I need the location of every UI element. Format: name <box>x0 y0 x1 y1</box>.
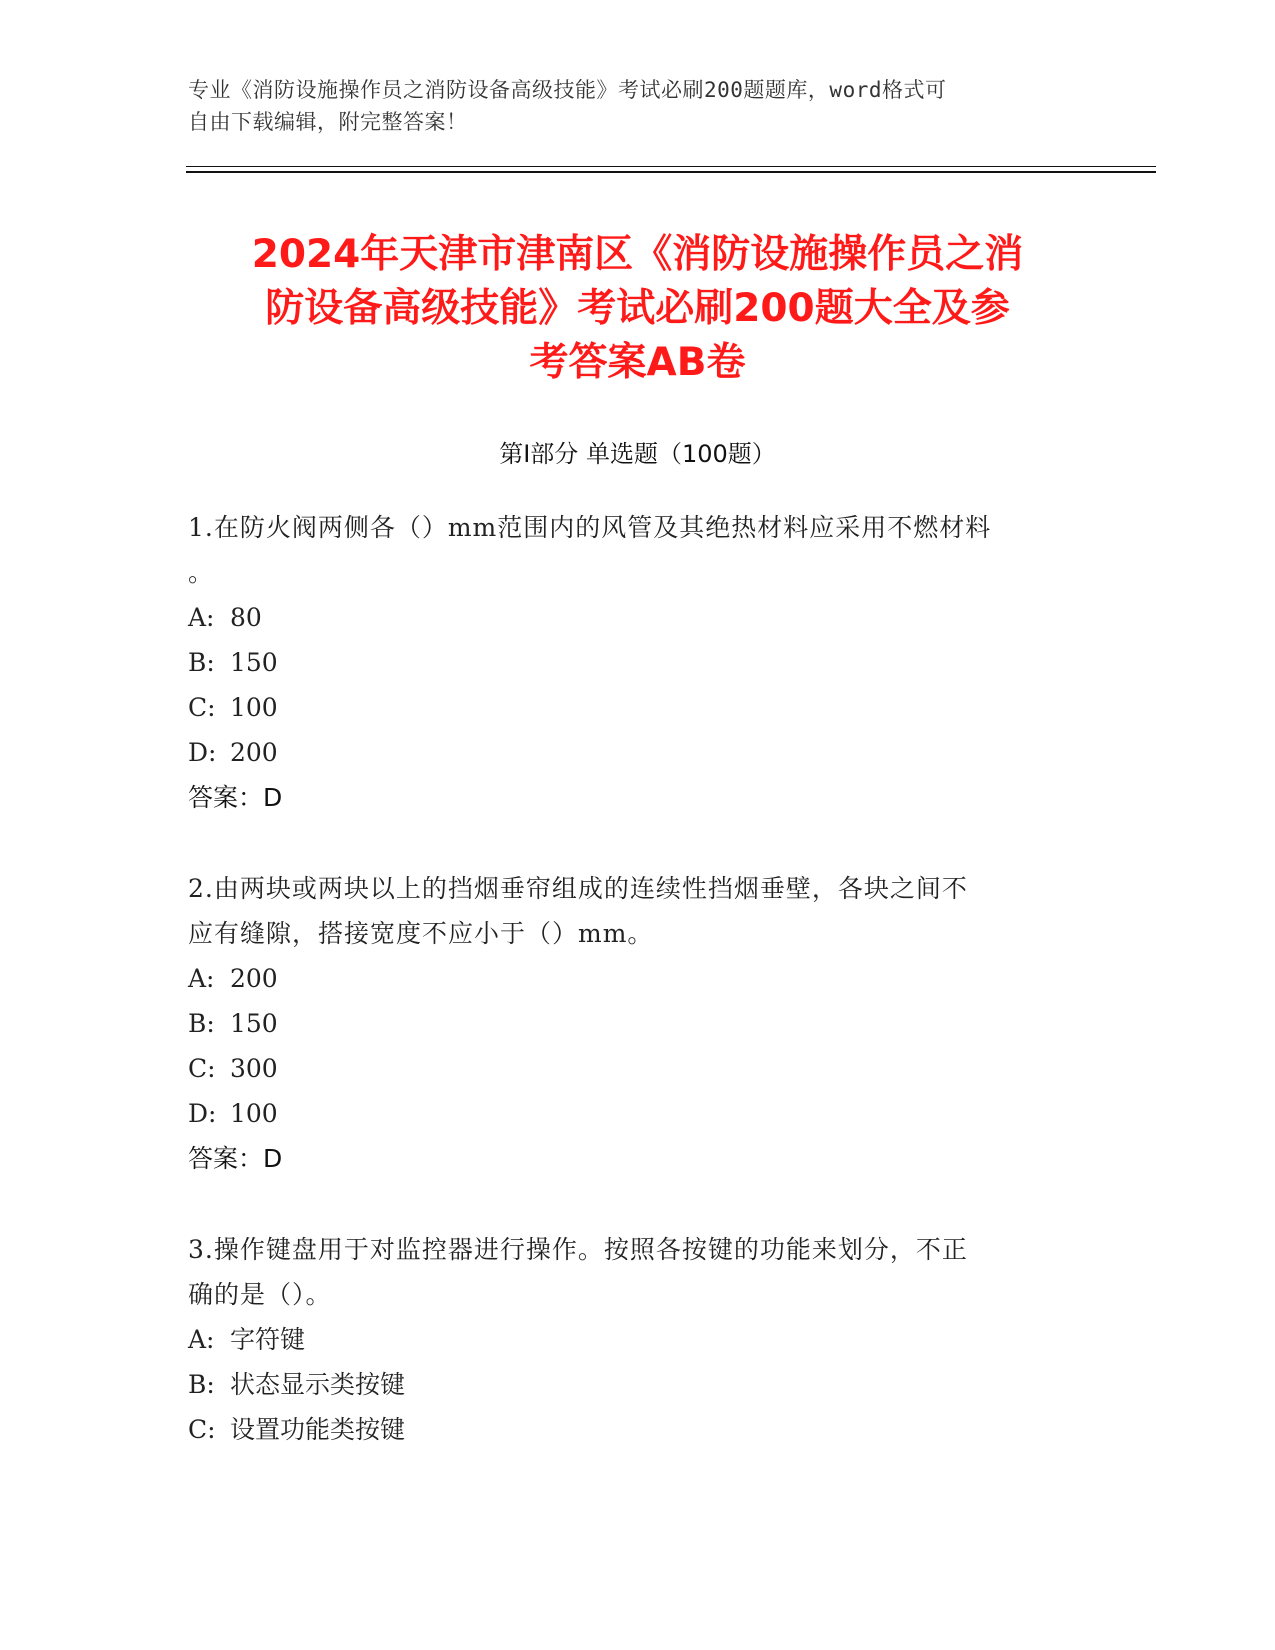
option-letter: B: <box>188 1370 215 1399</box>
option-c <box>188 685 1068 730</box>
option-c <box>188 1407 1068 1452</box>
question-stem-line-1: 3.操作键盘用于对监控器进行操作。按照各按键的功能来划分，不正 <box>188 1235 968 1264</box>
option-text: 100 <box>230 693 278 722</box>
document-title <box>160 228 1115 390</box>
option-text: 200 <box>230 964 278 993</box>
option-text: 状态显示类按键 <box>230 1370 406 1399</box>
option-text: 80 <box>230 603 262 632</box>
header-divider-thick <box>186 171 1156 173</box>
option-d <box>188 730 1068 775</box>
header-note-line-1: 专业《消防设施操作员之消防设备高级技能》考试必刷200题题库，word格式可 <box>188 78 947 102</box>
option-letter: B: <box>188 1009 215 1038</box>
title-line-3: 考答案AB卷 <box>529 340 746 385</box>
question-stem-line-2: 。 <box>188 558 215 587</box>
section-heading: 第Ⅰ部分 单选题（100题） <box>499 440 776 468</box>
question-stem-line-1: 2.由两块或两块以上的挡烟垂帘组成的连续性挡烟垂壁，各块之间不 <box>188 874 968 903</box>
option-letter: A: <box>188 1325 215 1354</box>
option-text: 150 <box>230 1009 278 1038</box>
title-line-1: 2024年天津市津南区《消防设施操作员之消 <box>251 232 1024 277</box>
header-note <box>188 74 1068 138</box>
option-text: 字符键 <box>230 1325 306 1354</box>
option-c <box>188 1046 1068 1091</box>
header-note-line-2: 自由下载编辑，附完整答案！ <box>188 110 468 134</box>
option-letter: D: <box>188 1099 217 1128</box>
option-b <box>188 640 1068 685</box>
option-d <box>188 1091 1068 1136</box>
option-b <box>188 1362 1068 1407</box>
header-divider-thin <box>186 166 1156 167</box>
answer-label: 答案：D <box>188 1144 283 1173</box>
question-3 <box>188 1227 1068 1452</box>
answer-label: 答案：D <box>188 783 283 812</box>
question-2 <box>188 866 1068 1181</box>
option-text: 300 <box>230 1054 278 1083</box>
title-line-2: 防设备高级技能》考试必刷200题大全及参 <box>265 286 1010 331</box>
question-stem-line-1: 1.在防火阀两侧各（）mm范围内的风管及其绝热材料应采用不燃材料 <box>188 513 992 542</box>
option-letter: A: <box>188 603 215 632</box>
option-b <box>188 1001 1068 1046</box>
option-letter: B: <box>188 648 215 677</box>
option-a <box>188 956 1068 1001</box>
option-letter: D: <box>188 738 217 767</box>
option-text: 设置功能类按键 <box>230 1415 406 1444</box>
option-a <box>188 595 1068 640</box>
question-1 <box>188 505 1068 820</box>
option-letter: C: <box>188 1415 216 1444</box>
option-letter: C: <box>188 693 216 722</box>
question-stem-line-2: 确的是（）。 <box>188 1280 332 1309</box>
option-letter: A: <box>188 964 215 993</box>
option-a <box>188 1317 1068 1362</box>
option-letter: C: <box>188 1054 216 1083</box>
option-text: 200 <box>230 738 278 767</box>
option-text: 100 <box>230 1099 278 1128</box>
question-stem-line-2: 应有缝隙，搭接宽度不应小于（）mm。 <box>188 919 654 948</box>
option-text: 150 <box>230 648 278 677</box>
